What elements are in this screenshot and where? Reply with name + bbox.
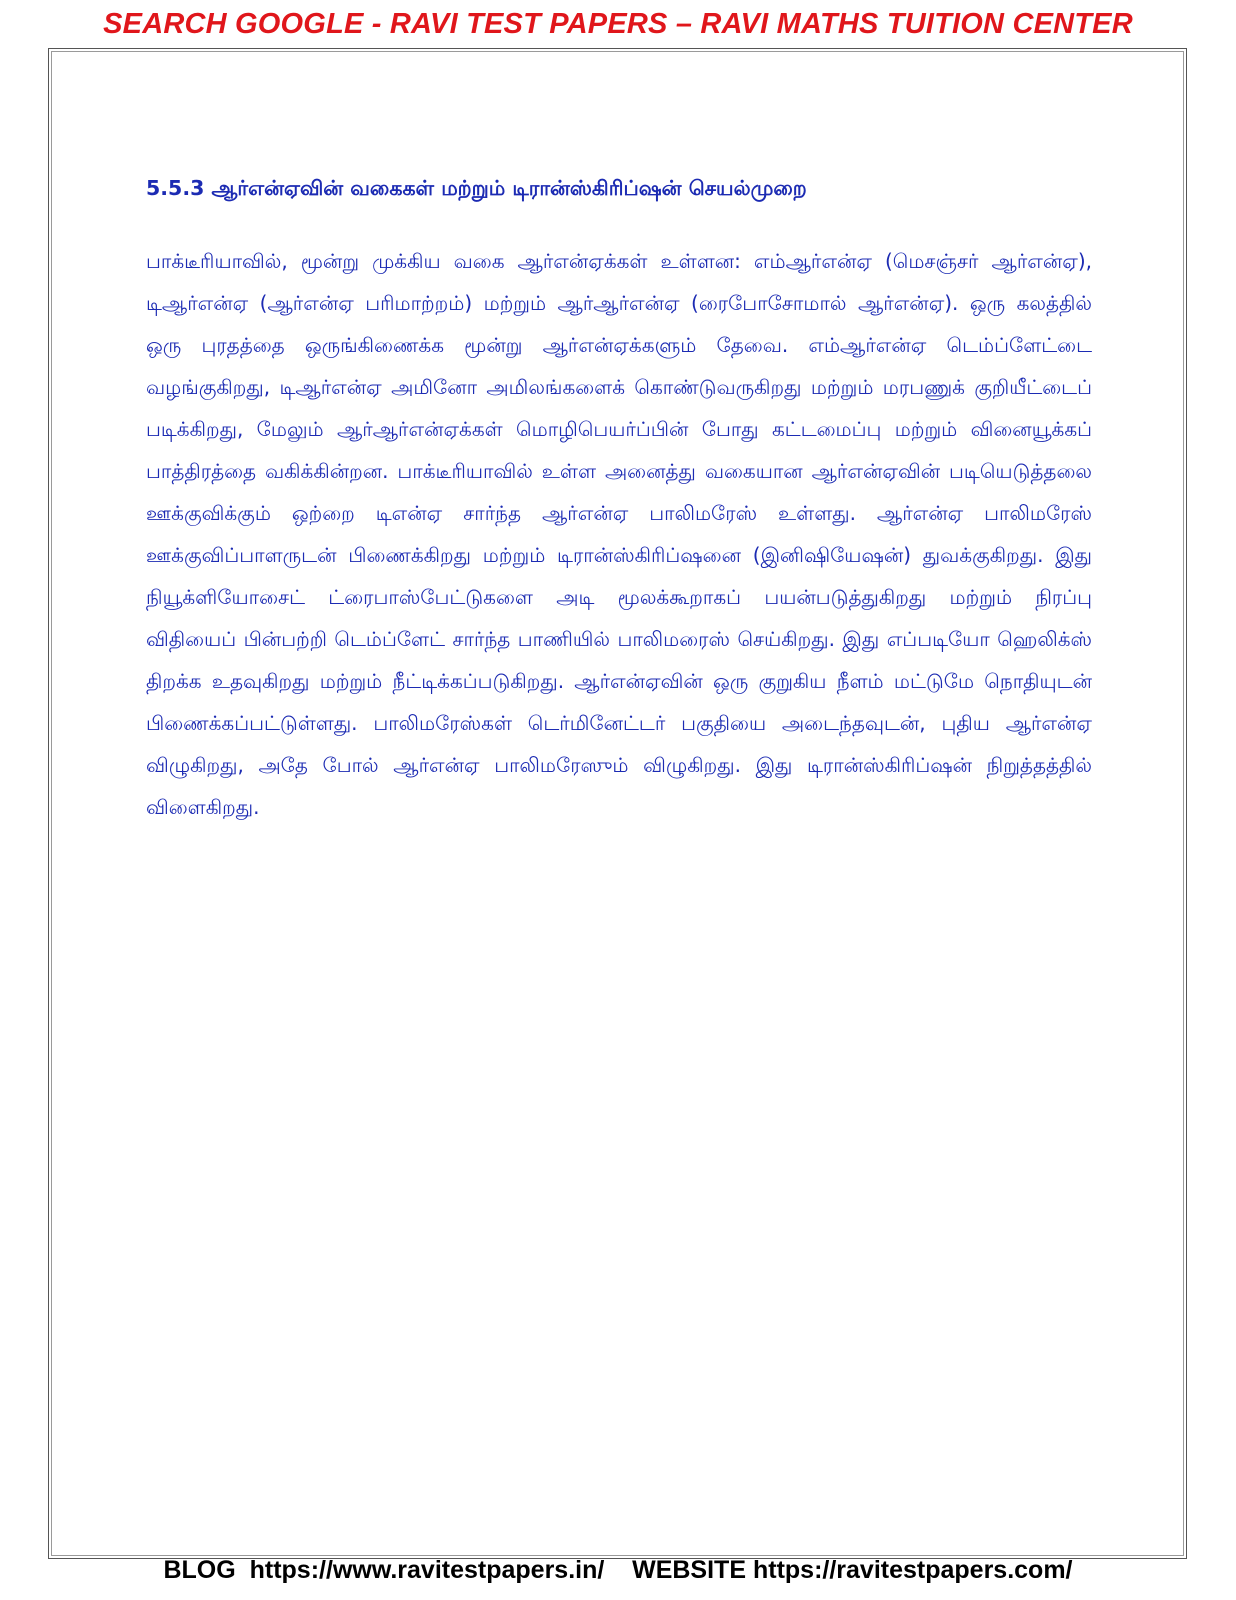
section-heading: 5.5.3 ஆர்என்ஏவின் வகைகள் மற்றும் டிரான்ஸ்கிரிப்ஷன் செயல்முறை bbox=[146, 176, 807, 200]
website-link[interactable]: https://ravitestpapers.com/ bbox=[752, 1556, 1073, 1584]
site-banner: SEARCH GOOGLE - RAVI TEST PAPERS – RAVI MATHS TUITION CENTER bbox=[103, 8, 1133, 40]
footer-links bbox=[0, 1556, 1236, 1585]
website-label: WEBSITE bbox=[632, 1556, 747, 1584]
body-paragraph: பாக்டீரியாவில், மூன்று முக்கிய வகை ஆர்என்ஏக்கள் உள்ளன: எம்ஆர்என்ஏ (மெசஞ்சர் ஆர்என்ஏ), டிஆர்என்ஏ (ஆர்என்ஏ பரிமாற்றம்) மற்றும் ஆர்ஆர்என்ஏ (ரைபோசோமால் ஆர்என்ஏ). ஒரு கலத்தில் ஒரு புரதத்தை ஒருங்கிணைக்க மூன்று ஆர்என்ஏக்களும் தேவை. எம்ஆர்என்ஏ டெம்ப்ளேட்டை வழங்குகிறது, டிஆர்என்ஏ அமினோ அமிலங்களைக் கொண்டுவருகிறது மற்றும் மரபணுக் குறியீட்டைப் படிக்கிறது, மேலும் ஆர்ஆர்என்ஏக்கள் மொழிபெயர்ப்பின் போது கட்டமைப்பு மற்றும் வினையூக்கப் பாத்திரத்தை வகிக்கின்றன. பாக்டீரியாவில் உள்ள அனைத்து வகையான ஆர்என்ஏவின் படியெடுத்தலை ஊக்குவிக்கும் ஒற்றை டிஎன்ஏ சார்ந்த ஆர்என்ஏ பாலிமரேஸ் உள்ளது. ஆர்என்ஏ பாலிமரேஸ் ஊக்குவிப்பாளருடன் பிணைக்கிறது மற்றும் டிரான்ஸ்கிரிப்ஷனை (இனிஷியேஷன்) துவக்குகிறது. இது நியூக்ளியோசைட் ட்ரைபாஸ்பேட்டுகளை அடி மூலக்கூறாகப் பயன்படுத்துகிறது மற்றும் நிரப்பு விதியைப் பின்பற்றி டெம்ப்ளேட் சார்ந்த பாணியில் பாலிமரைஸ் செய்கிறது. இது எப்படியோ ஹெலிக்ஸ் திறக்க உதவுகிறது மற்றும் நீட்டிக்கப்படுகிறது. ஆர்என்ஏவின் ஒரு குறுகிய நீளம் மட்டுமே நொதியுடன் பிணைக்கப்பட்டுள்ளது. பாலிமரேஸ்கள் டெர்மினேட்டர் பகுதியை அடைந்தவுடன், புதிய ஆர்என்ஏ விழுகிறது, அதே போல் ஆர்என்ஏ பாலிமரேஸும் விழுகிறது. இது டிரான்ஸ்கிரிப்ஷன் நிறுத்தத்தில் விளைகிறது. bbox=[146, 249, 1092, 819]
blog-link[interactable]: https://www.ravitestpapers.in/ bbox=[249, 1556, 605, 1584]
blog-label: BLOG bbox=[163, 1556, 236, 1584]
